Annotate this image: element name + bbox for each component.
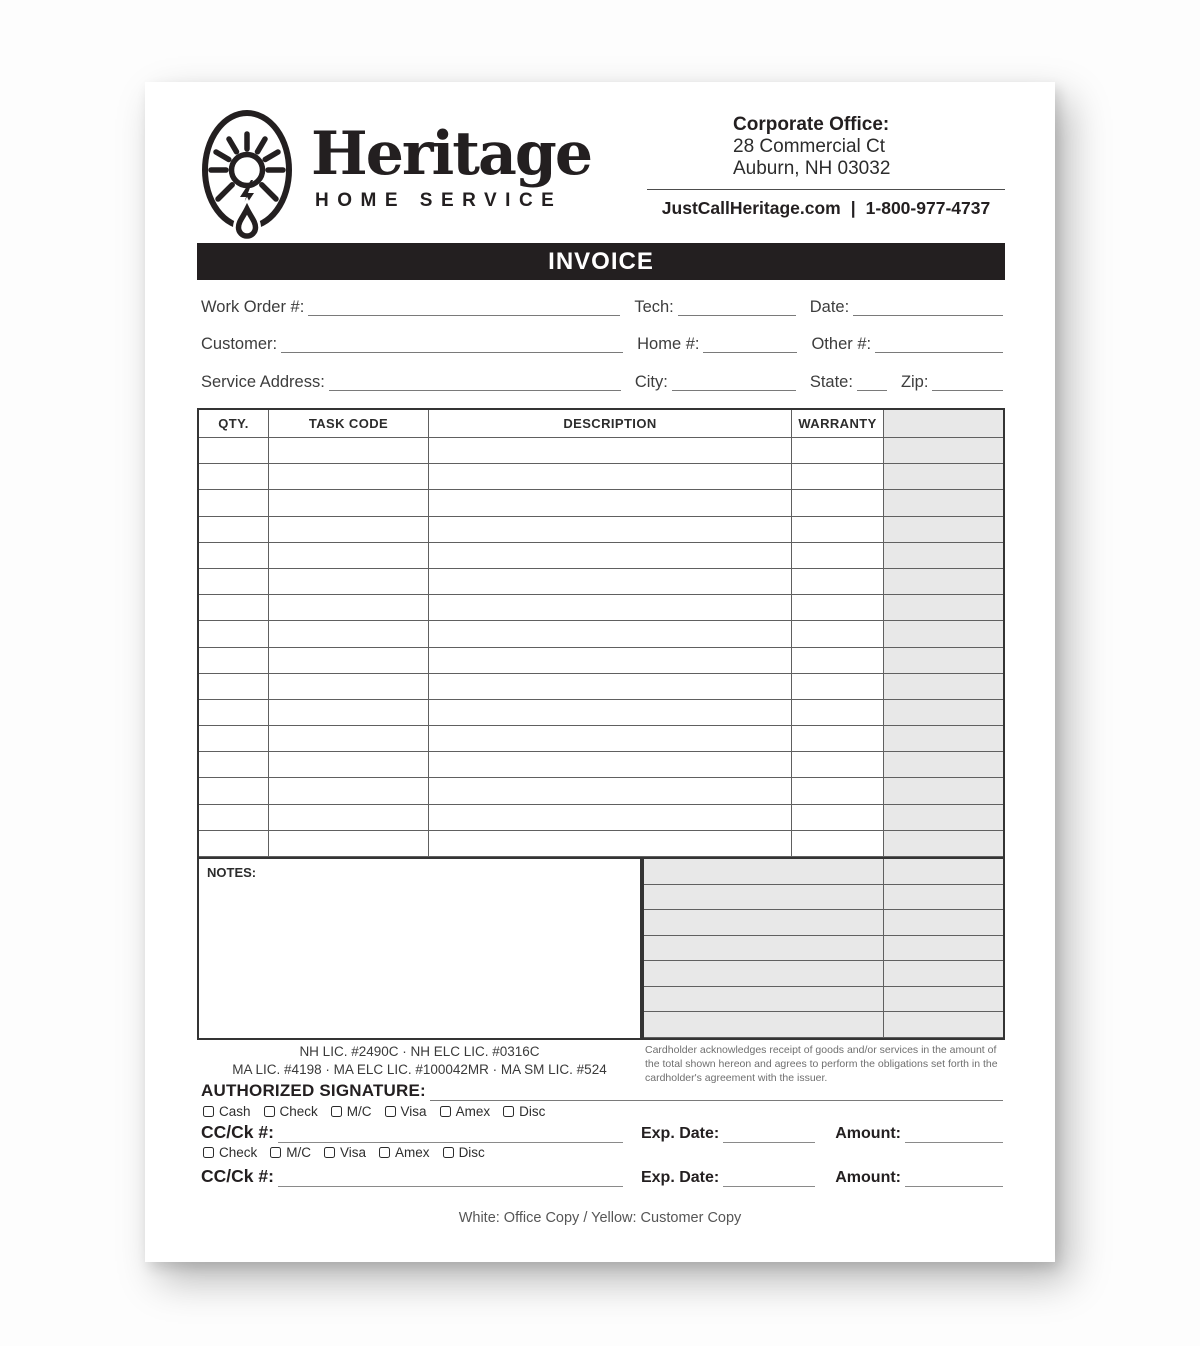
work-order-line[interactable] [308,302,620,316]
cc-row-2 [201,1166,1003,1187]
item-row-13-cell[interactable] [884,752,1003,778]
item-row-14-cell[interactable] [429,778,792,804]
signature-row [201,1081,1003,1101]
item-row-5-cell[interactable] [884,543,1003,569]
payment-option-label: Amex [455,1104,491,1119]
column-header-description: DESCRIPTION [429,410,792,438]
item-row-9-cell[interactable] [199,648,269,674]
exp-date-label: Exp. Date: [640,1125,720,1142]
field-row-1 [201,298,1003,316]
payment-option-label: Amex [395,1145,430,1160]
item-row-12-cell[interactable] [884,726,1003,752]
item-row-8-cell[interactable] [199,621,269,647]
total-amount-cell[interactable] [884,936,1003,962]
item-row-6-cell[interactable] [792,569,884,595]
item-row-14-cell[interactable] [199,778,269,804]
payment-option-visa[interactable] [324,1145,366,1160]
item-row-7-cell[interactable] [269,595,429,621]
item-row-3-cell[interactable] [429,490,792,516]
total-label-cell[interactable] [644,885,884,911]
license-line-2: MA LIC. #4198 · MA ELC LIC. #100042MR · MA SM LIC. #524 [232,1061,607,1077]
item-row-9-cell[interactable] [429,648,792,674]
date-label: Date: [809,298,850,316]
total-amount-cell[interactable] [884,987,1003,1013]
item-row-4-cell[interactable] [269,517,429,543]
item-row-2-cell[interactable] [884,464,1003,490]
total-amount-cell[interactable] [884,910,1003,936]
item-row-15-cell[interactable] [199,805,269,831]
item-row-11-cell[interactable] [429,700,792,726]
column-header-qty: QTY. [199,410,269,438]
cc-number-line[interactable] [278,1173,623,1187]
zip-label: Zip: [900,373,929,391]
item-row-16-cell[interactable] [884,831,1003,857]
total-label-cell[interactable] [644,910,884,936]
checkbox-icon[interactable] [203,1106,214,1117]
item-row-2-cell[interactable] [199,464,269,490]
item-row-1-cell[interactable] [269,438,429,464]
item-row-13-cell[interactable] [269,752,429,778]
payment-option-check[interactable] [264,1104,318,1119]
item-row-11-cell[interactable] [792,700,884,726]
column-header-task-code: TASK CODE [269,410,429,438]
total-label-cell[interactable] [644,936,884,962]
customer-line[interactable] [281,339,623,353]
cc-number-label: CC/Ck #: [201,1166,274,1186]
notes-box[interactable] [197,857,642,1040]
service-address-line[interactable] [329,377,621,391]
item-row-16-cell[interactable] [792,831,884,857]
item-row-11-cell[interactable] [884,700,1003,726]
checkbox-icon[interactable] [203,1147,214,1158]
amount-label: Amount: [835,1125,901,1142]
item-row-4-cell[interactable] [884,517,1003,543]
authorized-signature-label: AUTHORIZED SIGNATURE: [201,1081,426,1100]
checkbox-icon[interactable] [331,1106,342,1117]
payment-option-label: Disc [458,1145,485,1160]
payment-option-label: Visa [340,1145,367,1160]
item-row-10-cell[interactable] [269,674,429,700]
amount-line[interactable] [905,1129,1003,1143]
cc-row-1 [201,1122,1003,1143]
item-row-5-cell[interactable] [792,543,884,569]
page-title: INVOICE [548,247,654,275]
total-amount-cell[interactable] [884,859,1003,885]
state-line[interactable] [857,377,887,391]
item-row-7-cell[interactable] [792,595,884,621]
total-amount-cell[interactable] [884,885,1003,911]
checkbox-icon[interactable] [440,1106,451,1117]
item-row-13-cell[interactable] [199,752,269,778]
item-row-7-cell[interactable] [884,595,1003,621]
exp-date-line[interactable] [723,1173,815,1187]
home-number-label: Home #: [637,335,700,353]
item-row-4-cell[interactable] [199,517,269,543]
item-row-6-cell[interactable] [269,569,429,595]
item-row-16-cell[interactable] [429,831,792,857]
checkbox-icon[interactable] [385,1106,396,1117]
item-row-10-cell[interactable] [792,674,884,700]
authorized-signature-line[interactable] [430,1085,1003,1101]
item-row-12-cell[interactable] [199,726,269,752]
zip-line[interactable] [932,377,1003,391]
item-row-16-cell[interactable] [199,831,269,857]
checkbox-icon[interactable] [443,1147,454,1158]
item-row-8-cell[interactable] [429,621,792,647]
item-row-12-cell[interactable] [429,726,792,752]
item-row-13-cell[interactable] [429,752,792,778]
total-amount-cell[interactable] [884,1012,1003,1038]
payment-options-row-1 [203,1104,545,1119]
total-label-cell[interactable] [644,987,884,1013]
item-row-5-cell[interactable] [269,543,429,569]
invoice-title-bar [197,243,1005,280]
payment-option-check[interactable] [203,1145,257,1160]
item-row-11-cell[interactable] [199,700,269,726]
item-row-7-cell[interactable] [429,595,792,621]
brand-tagline: HOME SERVICE [315,190,563,211]
service-address-label: Service Address: [201,373,325,391]
invoice-sheet [145,82,1055,1262]
brand-name: Heritage [311,119,591,189]
item-row-11-cell[interactable] [269,700,429,726]
corporate-address-line1: 28 Commercial Ct [733,136,886,158]
website-link: JustCallHeritage.com [661,198,841,219]
amount-label: Amount: [835,1169,901,1186]
date-line[interactable] [853,302,1003,316]
heritage-logo-icon [195,108,299,242]
item-row-15-cell[interactable] [884,805,1003,831]
column-header-warranty: WARRANTY [792,410,884,438]
home-number-line[interactable] [703,339,797,353]
item-row-6-cell[interactable] [199,569,269,595]
payment-option-cash[interactable] [203,1104,251,1119]
work-order-label: Work Order #: [201,298,305,316]
item-row-15-cell[interactable] [792,805,884,831]
item-row-1-cell[interactable] [884,438,1003,464]
total-label-cell[interactable] [644,1012,884,1038]
item-row-3-cell[interactable] [884,490,1003,516]
item-row-16-cell[interactable] [269,831,429,857]
state-label: State: [809,373,853,391]
item-row-1-cell[interactable] [429,438,792,464]
line-items-table [197,408,1005,859]
customer-label: Customer: [201,335,278,353]
item-row-8-cell[interactable] [884,621,1003,647]
item-row-15-cell[interactable] [269,805,429,831]
item-row-5-cell[interactable] [429,543,792,569]
item-row-5-cell[interactable] [199,543,269,569]
payment-option-visa[interactable] [385,1104,427,1119]
item-row-10-cell[interactable] [199,674,269,700]
cardholder-notice: Cardholder acknowledges receipt of goods and/or services in the amount of the total shown hereon and agrees to perform the obligations set forth in the cardholder's agreement with the issuer. [645,1044,998,1085]
payment-option-amex[interactable] [440,1104,491,1119]
tech-line[interactable] [678,302,796,316]
payment-option-label: Visa [400,1104,427,1119]
total-label-cell[interactable] [644,859,884,885]
payment-option-label: Check [279,1104,318,1119]
payment-option-label: Cash [219,1104,251,1119]
payment-option-label: M/C [346,1104,372,1119]
city-line[interactable] [672,377,796,391]
cc-number-label: CC/Ck #: [201,1122,274,1142]
total-amount-cell[interactable] [884,961,1003,987]
item-row-8-cell[interactable] [269,621,429,647]
item-row-6-cell[interactable] [429,569,792,595]
item-row-2-cell[interactable] [792,464,884,490]
item-row-9-cell[interactable] [884,648,1003,674]
other-number-line[interactable] [875,339,1003,353]
item-row-7-cell[interactable] [199,595,269,621]
totals-grid [642,857,1005,1040]
item-row-1-cell[interactable] [199,438,269,464]
tech-label: Tech: [634,298,674,316]
field-row-2 [201,335,1003,353]
column-header-amount [884,410,1003,438]
payment-option-mc[interactable] [331,1104,372,1119]
checkbox-icon[interactable] [503,1106,514,1117]
item-row-2-cell[interactable] [429,464,792,490]
item-row-14-cell[interactable] [269,778,429,804]
payment-option-label: Check [219,1145,258,1160]
exp-date-line[interactable] [723,1129,815,1143]
header [195,108,1005,242]
brand-wordmark [311,108,591,242]
notes-label: NOTES: [207,865,257,880]
item-row-9-cell[interactable] [269,648,429,674]
item-row-4-cell[interactable] [792,517,884,543]
contact-separator: | [850,198,856,219]
item-row-3-cell[interactable] [199,490,269,516]
item-row-12-cell[interactable] [269,726,429,752]
phone-number: 1-800-977-4737 [865,198,991,219]
cc-number-line[interactable] [278,1129,623,1143]
amount-line[interactable] [905,1173,1003,1187]
item-row-2-cell[interactable] [269,464,429,490]
license-numbers [197,1043,642,1079]
city-label: City: [634,373,668,391]
payment-option-label: Disc [519,1104,546,1119]
checkbox-icon[interactable] [264,1106,275,1117]
item-row-14-cell[interactable] [792,778,884,804]
payment-options-row-2 [203,1145,485,1160]
item-row-1-cell[interactable] [792,438,884,464]
corporate-office-block [647,108,1005,242]
field-row-3 [201,373,1003,391]
item-row-3-cell[interactable] [792,490,884,516]
header-divider [647,189,1005,190]
other-number-label: Other #: [811,335,872,353]
item-row-6-cell[interactable] [884,569,1003,595]
item-row-10-cell[interactable] [884,674,1003,700]
item-row-13-cell[interactable] [792,752,884,778]
item-row-3-cell[interactable] [269,490,429,516]
exp-date-label: Exp. Date: [640,1169,720,1186]
checkbox-icon[interactable] [379,1147,390,1158]
checkbox-icon[interactable] [270,1147,281,1158]
copy-distribution-note: White: Office Copy / Yellow: Customer Copy [458,1210,742,1226]
payment-option-amex[interactable] [379,1145,430,1160]
item-row-8-cell[interactable] [792,621,884,647]
item-row-10-cell[interactable] [429,674,792,700]
corporate-address-line2: Auburn, NH 03032 [733,158,891,180]
payment-option-disc[interactable] [443,1145,485,1160]
corporate-office-heading: Corporate Office: [733,114,890,135]
license-line-1: NH LIC. #2490C · NH ELC LIC. #0316C [299,1044,540,1059]
payment-option-mc[interactable] [270,1145,311,1160]
payment-option-label: M/C [286,1145,312,1160]
payment-option-disc[interactable] [503,1104,545,1119]
item-row-14-cell[interactable] [884,778,1003,804]
checkbox-icon[interactable] [324,1147,335,1158]
item-row-12-cell[interactable] [792,726,884,752]
item-row-9-cell[interactable] [792,648,884,674]
total-label-cell[interactable] [644,961,884,987]
item-row-15-cell[interactable] [429,805,792,831]
item-row-4-cell[interactable] [429,517,792,543]
